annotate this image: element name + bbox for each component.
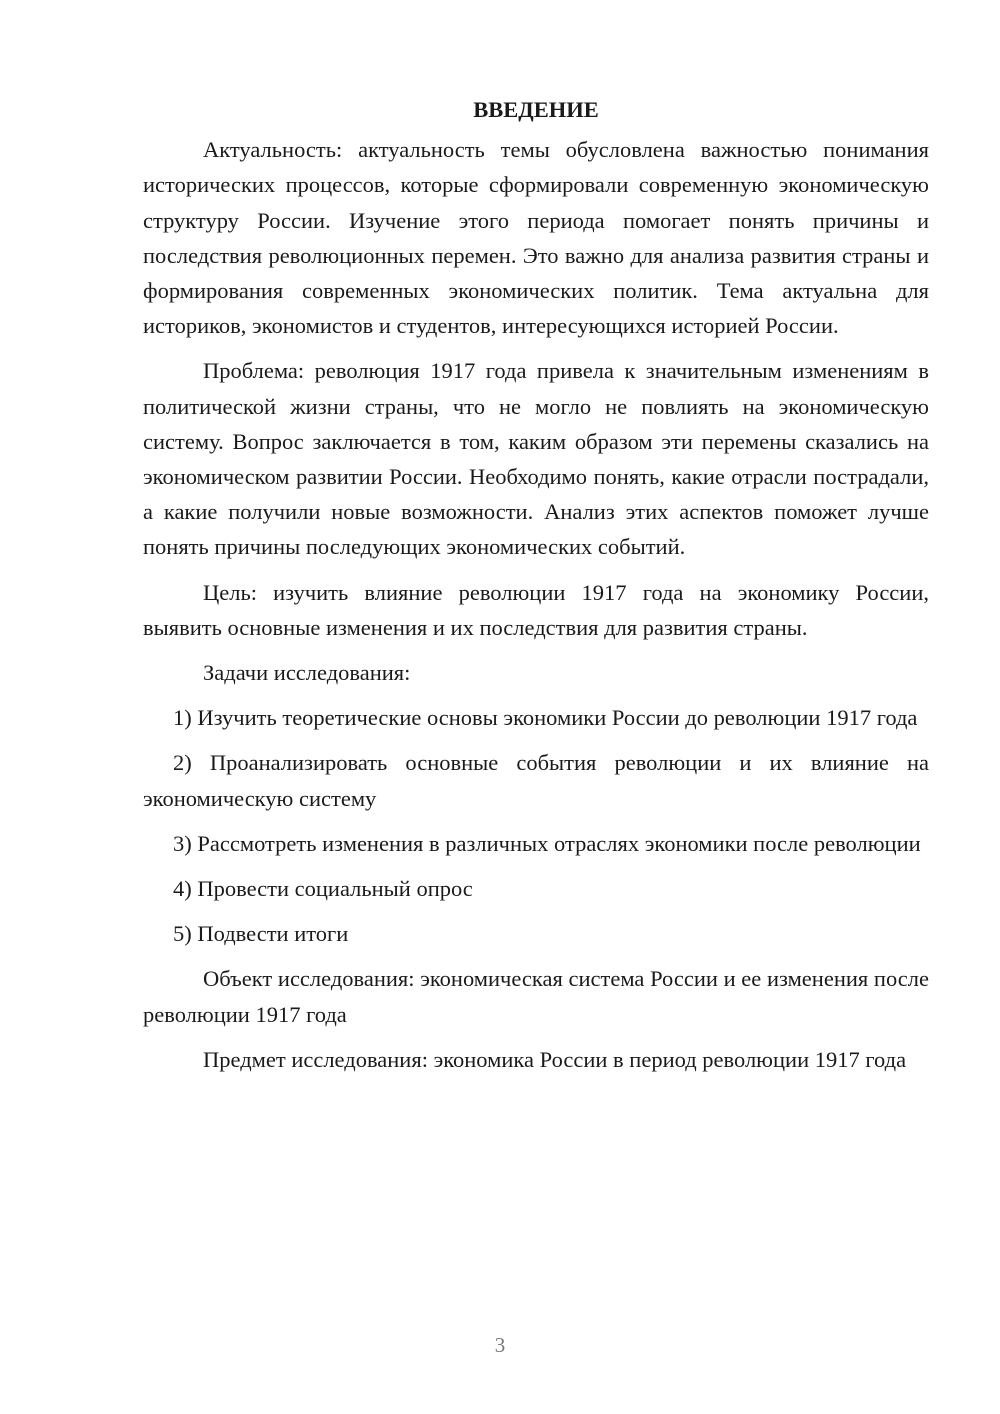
- task-item-2: 2) Проанализировать основные события революции и их влияние на экономическую систему: [143, 750, 929, 811]
- tasks-heading: Задачи исследования:: [203, 660, 411, 686]
- task-item-3: 3) Рассмотреть изменения в различных отраслях экономики после революции: [173, 830, 921, 856]
- page-number: 3: [494, 1333, 506, 1357]
- task-item-1: 1) Изучить теоретические основы экономики России до революции 1917 года: [173, 705, 918, 731]
- problem-paragraph: Проблема: революция 1917 года привела к значительным изменениям в политической жизни страны, что не могло не повлиять на экономическую систему. Вопрос заключается в том, каким образом эти перемены сказались на экономическом развитии России. Необходимо понять, какие отрасли пострадали, а какие получили новые возможности. Анализ этих аспектов поможет лучше понять причины последующих экономических событий.: [143, 358, 929, 560]
- task-item-4: 4) Провести социальный опрос: [173, 876, 473, 902]
- relevance-paragraph: Актуальность: актуальность темы обусловлена важностью понимания исторических процессов, которые сформировали современную экономическую структуру России. Изучение этого периода помогает понять причины и последствия революционных перемен. Это важно для анализа развития страны и формирования современных экономических политик. Тема актуальна для историков, экономистов и студентов, интересующихся историей России.: [143, 137, 929, 339]
- goal-paragraph: Цель: изучить влияние революции 1917 года на экономику России, выявить основные изменения и их последствия для развития страны.: [143, 579, 929, 640]
- subject-paragraph: Предмет исследования: экономика России в период революции 1917 года: [203, 1046, 907, 1072]
- document-page: [143, 92, 929, 1087]
- object-paragraph: Объект исследования: экономическая система России и ее изменения после революции 1917 года: [143, 966, 929, 1027]
- task-item-5: 5) Подвести итоги: [173, 921, 349, 947]
- section-heading: ВВЕДЕНИЕ: [473, 97, 599, 122]
